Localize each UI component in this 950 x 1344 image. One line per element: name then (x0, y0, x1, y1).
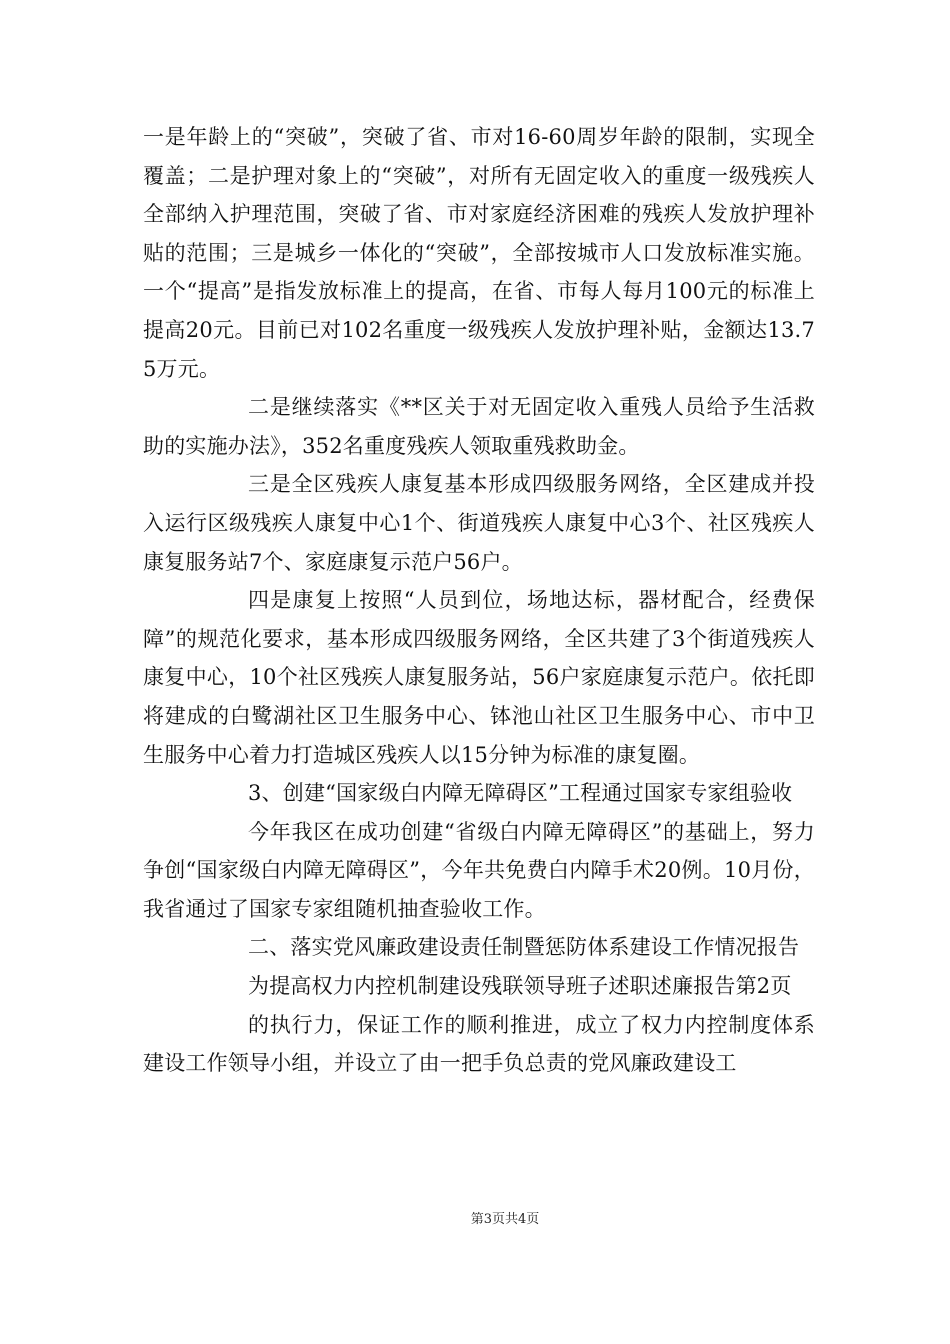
section-heading-cataract: 3、创建“国家级白内障无障碍区”工程通过国家专家组验收 (248, 781, 793, 806)
section-heading-integrity: 二、落实党风廉政建设责任制暨惩防体系建设工作情况报告 (248, 935, 800, 960)
document-body (143, 118, 815, 1083)
page-number-footer: 第3页共4页 (470, 1212, 540, 1227)
paragraph-breakthrough-details: 一是年龄上的“突破”，突破了省、市对16-60周岁年龄的限制，实现全覆盖；二是护理对象上的“突破”，对所有无固定收入的重度一级残疾人全部纳入护理范围，突破了省、市对家庭经济困难的残疾人发放护理补贴的范围；三是城乡一体化的“突破”，全部按城市人口发放标准实施。一个“提高”是指发放标准上的提高，在省、市每人每月100元的标准上提高20元。目前已对102名重度一级残疾人发放护理补贴，金额达13.75万元。 (143, 125, 815, 381)
paragraph-rehab-standards: 四是康复上按照“人员到位，场地达标，器材配合，经费保障”的规范化要求，基本形成四级服务网络，全区共建了3个街道残疾人康复中心，10个社区残疾人康复服务站，56户家庭康复示范户。依托即将建成的白鹭湖社区卫生服务中心、钵池山社区卫生服务中心、市中卫生服务中心着力打造城区残疾人以15分钟为标准的康复圈。 (143, 588, 815, 767)
paragraph-cataract-surgery: 今年我区在成功创建“省级白内障无障碍区”的基础上，努力争创“国家级白内障无障碍区”，今年共免费白内障手术20例。10月份，我省通过了国家专家组随机抽查验收工作。 (143, 819, 815, 921)
paragraph-control-system: 的执行力，保证工作的顺利推进，成立了权力内控制度体系建设工作领导小组，并设立了由一把手负总责的党风廉政建设工 (143, 1012, 815, 1076)
paragraph-rehab-network: 三是全区残疾人康复基本形成四级服务网络，全区建成并投入运行区级残疾人康复中心1个、街道残疾人康复中心3个、社区残疾人康复服务站7个、家庭康复示范户56户。 (143, 472, 815, 574)
paragraph-living-assistance: 二是继续落实《**区关于对无固定收入重残人员给予生活救助的实施办法》，352名重度残疾人领取重残救助金。 (143, 395, 815, 458)
paragraph-report-title-line: 为提高权力内控机制建设残联领导班子述职述廉报告第2页 (248, 974, 792, 999)
